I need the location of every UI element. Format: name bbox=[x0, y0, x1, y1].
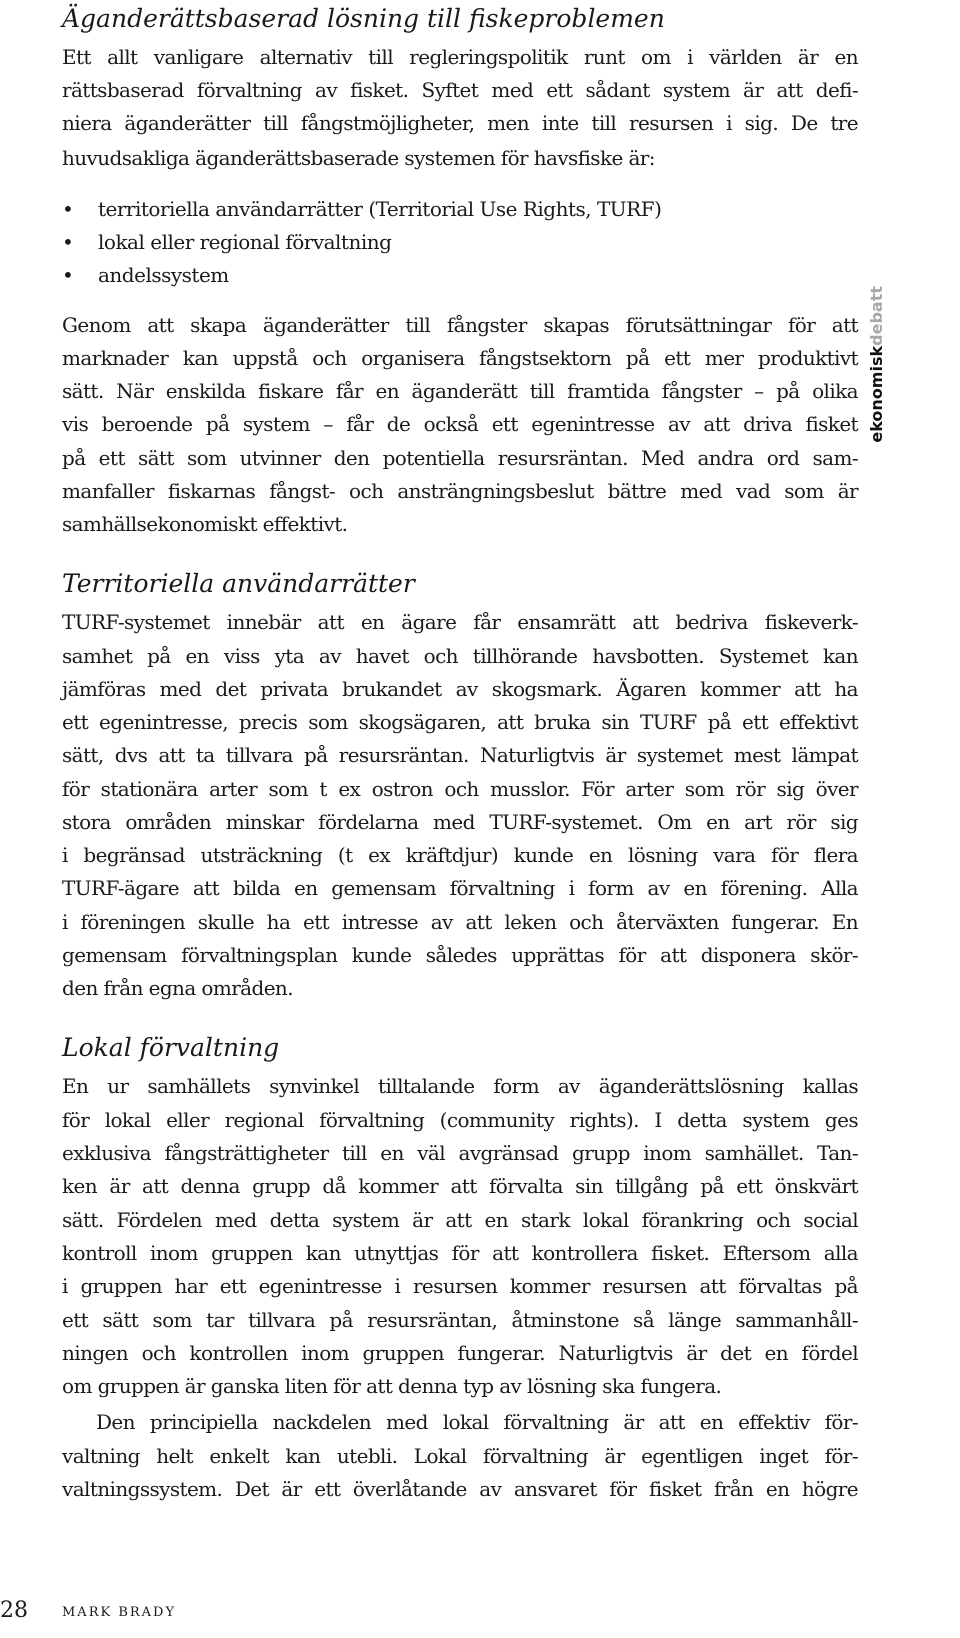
text-line: exklusiva fångsträttigheter till en väl avgränsad grupp inom samhället. Tan- bbox=[62, 1141, 858, 1165]
text-line: i begränsad utsträckning (t ex kräftdjur) kunde en lösning vara för flera bbox=[62, 843, 858, 867]
text-line: marknader kan uppstå och organisera fångstsektorn på ett mer produktivt bbox=[62, 346, 858, 370]
bullet-text: territoriella användarrätter (Territorial Use Rights, TURF) bbox=[98, 197, 662, 221]
text-line: rättsbaserad förvaltning av fisket. Syftet med ett sådant system är att defi- bbox=[62, 78, 858, 102]
bullet-text: lokal eller regional förvaltning bbox=[98, 230, 392, 254]
text-line: om gruppen är ganska liten för att denna typ av lösning ska fungera. bbox=[62, 1374, 722, 1398]
text-line: TURF-systemet innebär att en ägare får ensamrätt att bedriva fiskeverk- bbox=[62, 610, 858, 634]
text-line: den från egna områden. bbox=[62, 976, 293, 1000]
text-line: valtningssystem. Det är ett överlåtande av ansvaret för fisket från en högre bbox=[62, 1477, 858, 1501]
text-line: sätt. När enskilda fiskare får en äganderätt till framtida fångster – på olika bbox=[62, 379, 858, 403]
bullet-icon: • bbox=[62, 230, 74, 254]
journal-side-label bbox=[862, 286, 892, 466]
bullet-text: andelssystem bbox=[98, 263, 229, 287]
text-line: sätt, dvs att ta tillvara på resursräntan. Naturligtvis är systemet mest lämpat bbox=[62, 743, 858, 767]
text-line: TURF-ägare att bilda en gemensam förvaltning i form av en förening. Alla bbox=[62, 876, 858, 900]
section-heading: Lokal förvaltning bbox=[62, 1033, 280, 1062]
text-line: En ur samhällets synvinkel tilltalande form av äganderättslösning kallas bbox=[62, 1074, 858, 1098]
author-name: MARK BRADY bbox=[62, 1605, 177, 1620]
side-label-part1: ekonomisk bbox=[867, 345, 886, 443]
page-number: 28 bbox=[0, 1598, 28, 1623]
text-line: jämföras med det privata brukandet av skogsmark. Ägaren kommer att ha bbox=[62, 677, 858, 701]
text-line: samhällsekonomiskt effektivt. bbox=[62, 512, 348, 536]
text-line: niera äganderätter till fångstmöjligheter, men inte till resursen i sig. De tre bbox=[62, 111, 858, 135]
text-line: ett egenintresse, precis som skogsägaren, att bruka sin TURF på ett effektivt bbox=[62, 710, 858, 734]
section-heading: Äganderättsbaserad lösning till fiskeproblemen bbox=[62, 4, 665, 33]
text-line: kontroll inom gruppen kan utnyttjas för att kontrollera fisket. Eftersom alla bbox=[62, 1241, 858, 1265]
bullet-icon: • bbox=[62, 197, 74, 221]
section-heading: Territoriella användarrätter bbox=[62, 569, 415, 598]
text-line: i föreningen skulle ha ett intresse av att leken och återväxten fungerar. En bbox=[62, 910, 858, 934]
text-line: stora områden minskar fördelarna med TURF-systemet. Om en art rör sig bbox=[62, 810, 858, 834]
text-line: för stationära arter som t ex ostron och musslor. För arter som rör sig över bbox=[62, 777, 858, 801]
text-line: gemensam förvaltningsplan kunde således upprättas för att disponera skör- bbox=[62, 943, 858, 967]
text-line: Genom att skapa äganderätter till fångster skapas förutsättningar för att bbox=[62, 313, 858, 337]
text-line: ken är att denna grupp då kommer att förvalta sin tillgång på ett önskvärt bbox=[62, 1174, 858, 1198]
text-line: samhet på en viss yta av havet och tillhörande havsbotten. Systemet kan bbox=[62, 644, 858, 668]
text-line: Ett allt vanligare alternativ till regleringspolitik runt om i världen är en bbox=[62, 45, 858, 69]
text-line: på ett sätt som utvinner den potentiella resursräntan. Med andra ord sam- bbox=[62, 446, 858, 470]
text-line: för lokal eller regional förvaltning (community rights). I detta system ges bbox=[62, 1108, 858, 1132]
text-line: sätt. Fördelen med detta system är att en stark lokal förankring och social bbox=[62, 1208, 858, 1232]
bullet-icon: • bbox=[62, 263, 74, 287]
text-line: Den principiella nackdelen med lokal förvaltning är att en effektiv för- bbox=[96, 1410, 858, 1434]
side-label-part2: debatt bbox=[867, 286, 886, 346]
text-line: i gruppen har ett egenintresse i resursen kommer resursen att förvaltas på bbox=[62, 1274, 858, 1298]
text-line: vis beroende på system – får de också ett egenintresse av att driva fisket bbox=[62, 412, 858, 436]
text-line: ett sätt som tar tillvara på resursräntan, åtminstone så länge sammanhåll- bbox=[62, 1308, 858, 1332]
text-line: huvudsakliga äganderättsbaserade systemen för havsfiske är: bbox=[62, 146, 655, 170]
text-line: ningen och kontrollen inom gruppen fungerar. Naturligtvis är det en fördel bbox=[62, 1341, 858, 1365]
text-line: manfaller fiskarnas fångst- och ansträngningsbeslut bättre med vad som är bbox=[62, 479, 858, 503]
text-line: valtning helt enkelt kan utebli. Lokal förvaltning är egentligen inget för- bbox=[62, 1444, 858, 1468]
